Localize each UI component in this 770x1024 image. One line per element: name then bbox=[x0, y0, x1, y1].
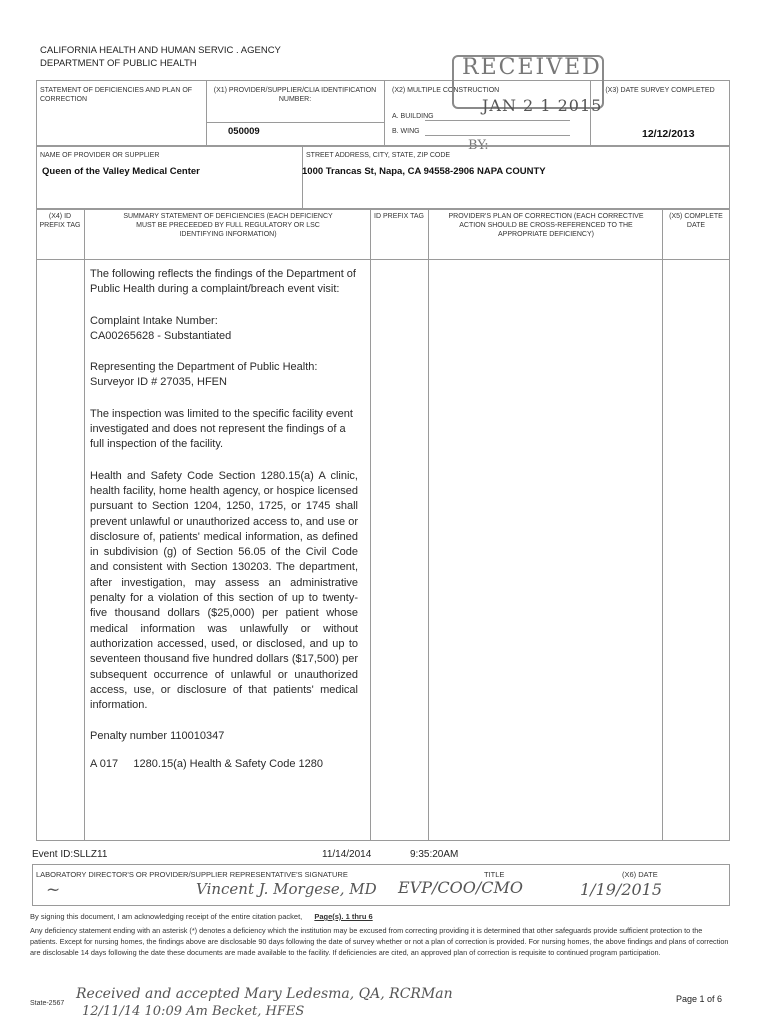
provider-name: Queen of the Valley Medical Center bbox=[42, 166, 200, 177]
complaint-number: CA00265628 - Substantiated bbox=[90, 329, 232, 342]
event-id: Event ID:SLLZ11 bbox=[32, 849, 108, 860]
signature-date: 1/19/2015 bbox=[580, 880, 663, 899]
summary-statement bbox=[90, 267, 358, 788]
statement-label: STATEMENT OF DEFICIENCIES AND PLAN OF CORRECTION bbox=[40, 87, 193, 103]
event-time: 9:35:20AM bbox=[410, 849, 459, 860]
state-form-number: State-2567 bbox=[30, 1000, 65, 1007]
surveyor-label: Representing the Department of Public Health: bbox=[90, 361, 318, 374]
penalty-number: Penalty number 110010347 bbox=[90, 730, 225, 743]
tag-a017: A 017 1280.15(a) Health & Safety Code 1280 bbox=[90, 757, 323, 770]
received-stamp-text: RECEIVED bbox=[462, 55, 602, 80]
received-stamp-date: JAN 2 1 2015 bbox=[482, 96, 603, 115]
wing-label: B. WING bbox=[392, 128, 420, 135]
date-label: (X6) DATE bbox=[622, 870, 658, 879]
complaint-label: Complaint Intake Number: bbox=[90, 314, 218, 327]
x1-label: (X1) PROVIDER/SUPPLIER/CLIA IDENTIFICATION NUMBER: bbox=[213, 87, 377, 103]
event-date: 11/14/2014 bbox=[322, 849, 372, 860]
department-name: DEPARTMENT OF PUBLIC HEALTH bbox=[40, 58, 197, 69]
complaint-paragraph bbox=[90, 314, 358, 345]
survey-date: 12/12/2013 bbox=[642, 128, 695, 140]
col-summary-header: SUMMARY STATEMENT OF DEFICIENCIES (EACH DEFICIENCY MUST BE PRECEEDED BY FULL REGULATORY OR LSC IDENTIFYING INFORMATION) bbox=[123, 213, 333, 238]
page-range: Page(s). 1 thru 6 bbox=[314, 912, 373, 921]
col-x5-header: (X5) COMPLETE DATE bbox=[669, 213, 723, 229]
signature-name: Vincent J. Morgese, MD bbox=[196, 880, 377, 898]
signature-scribble: ~ bbox=[46, 880, 61, 900]
x2-label: (X2) MULTIPLE CONSTRUCTION bbox=[392, 87, 500, 94]
handwritten-note-2: 12/11/14 10:09 Am Becket, HFES bbox=[82, 1004, 305, 1019]
surveyor-paragraph bbox=[90, 360, 358, 391]
building-label: A. BUILDING bbox=[392, 113, 434, 120]
disclaimer: Any deficiency statement ending with an asterisk (*) denotes a deficiency which the institution may be excused from correcting providing it is determined that other safeguards provide sufficient protection to the patients. Except for nursing homes, the findings above are disclosable 90 days following the date of survey whether or not a plan of correction is provided. For nursing homes, the above findings and plans of correction are disclosable 14 days following the date these documents are made available to the facility. If deficiencies are cited, an approved plan of correction is requisite to continued program participation. bbox=[30, 926, 729, 957]
provider-address: 1000 Trancas St, Napa, CA 94558-2906 NAPA COUNTY bbox=[302, 166, 546, 177]
received-stamp-by: BY: bbox=[468, 138, 489, 153]
surveyor-id: Surveyor ID # 27035, HFEN bbox=[90, 376, 227, 389]
acknowledgement-text: By signing this document, I am acknowledging receipt of the entire citation packet, bbox=[30, 912, 303, 921]
signature-title: EVP/COO/CMO bbox=[398, 878, 523, 897]
provider-name-label: NAME OF PROVIDER OR SUPPLIER bbox=[40, 152, 160, 159]
x3-label: (X3) DATE SURVEY COMPLETED bbox=[605, 87, 715, 94]
code-section-paragraph: Health and Safety Code Section 1280.15(a) A clinic, health facility, home health agency, or hospice licensed pursuant to Section 1204, 1250, 1725, or 1745 shall prevent unlawful or unauthorized access to, and use or disclosure of, patients' medical information, as defined in subdivision (g) of Section 56.05 of the Civil Code and consistent with Section 130203. The department, after investigation, may assess an administrative penalty for a violation of this section of up to twenty-five thousand dollars ($25,000) per patient whose medical information was unlawfully or without authorization accessed, used, or disclosed, and up to seventeen thousand five hundred dollars ($17,500) per subsequent occurrence of unlawful or unauthorized access, use, or disclosure of that patients' medical information. bbox=[90, 469, 358, 712]
intro-paragraph: The following reflects the findings of the Department of Public Health during a complaint/breach event visit: bbox=[90, 268, 356, 296]
address-label: STREET ADDRESS, CITY, STATE, ZIP CODE bbox=[306, 152, 451, 159]
agency-name: CALIFORNIA HEALTH AND HUMAN SERVIC . AGENCY bbox=[40, 45, 281, 56]
page-number: Page 1 of 6 bbox=[676, 994, 723, 1004]
col-plan-header: PROVIDER'S PLAN OF CORRECTION (EACH CORRECTIVE ACTION SHOULD BE CROSS-REFERENCED TO THE APPROPRIATE DEFICIENCY) bbox=[448, 213, 644, 238]
handwritten-note-1: Received and accepted Mary Ledesma, QA, RCRMan bbox=[76, 986, 453, 1002]
signature-label: LABORATORY DIRECTOR'S OR PROVIDER/SUPPLIER REPRESENTATIVE'S SIGNATURE bbox=[36, 870, 348, 879]
col-x4-header: (X4) ID PREFIX TAG bbox=[39, 213, 81, 229]
provider-id: 050009 bbox=[228, 126, 260, 137]
inspection-paragraph: The inspection was limited to the specific facility event investigated and does not represent the findings of a full inspection of the facility. bbox=[90, 407, 353, 451]
acknowledgement bbox=[30, 911, 730, 922]
col-id-header: ID PREFIX TAG bbox=[374, 213, 424, 220]
title-label: TITLE bbox=[484, 870, 505, 879]
